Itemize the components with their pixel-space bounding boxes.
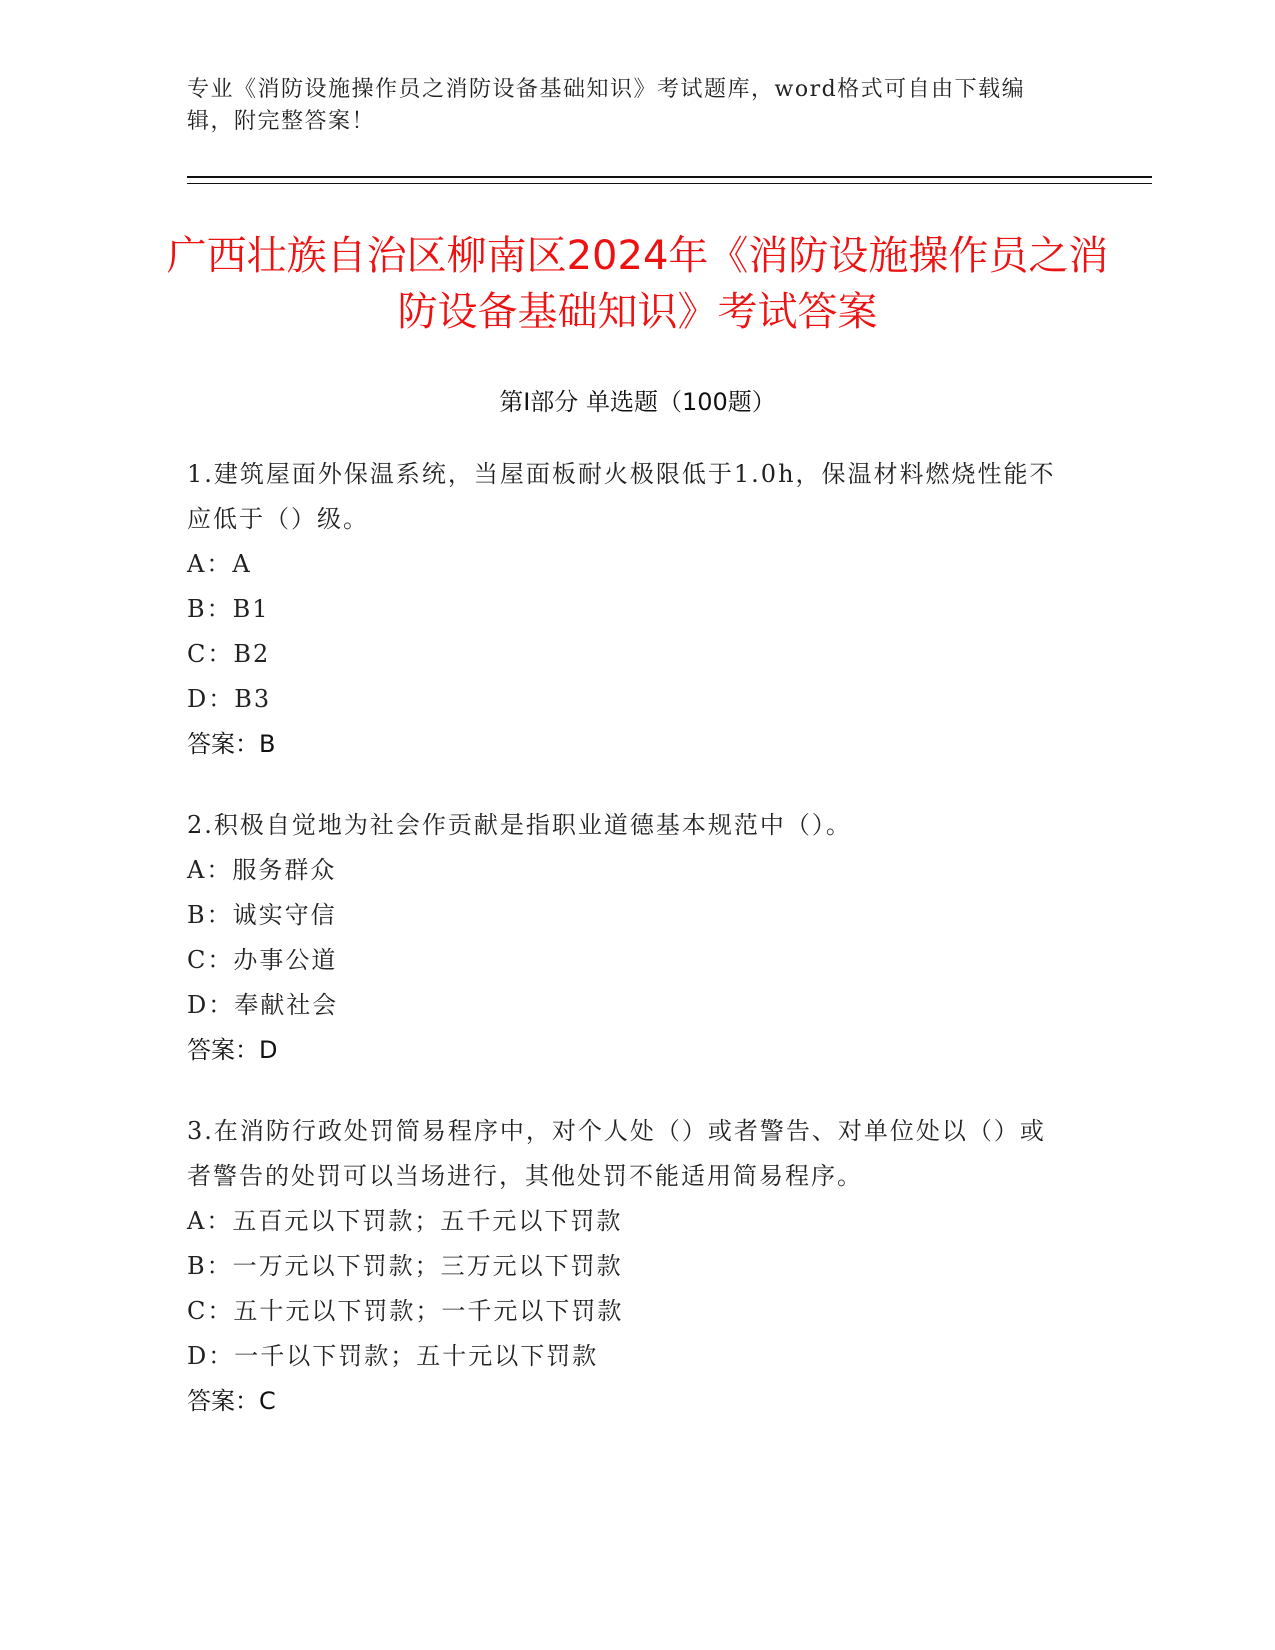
answer-line: 答案：D [187,1036,278,1064]
document-title: 广西壮族自治区柳南区2024年《消防设施操作员之消防设备基础知识》考试答案 [166,233,1109,335]
option-letter: D： [187,1342,235,1370]
option-text: 诚实守信 [232,901,337,929]
option-letter: A： [187,550,233,578]
option-text: 服务群众 [232,856,337,884]
option-letter: B： [187,595,233,623]
answer-line: 答案：B [187,730,276,758]
option-b [187,893,1067,938]
option-letter: B： [187,1252,233,1280]
question-2 [187,803,1067,1073]
header-divider-thin [187,183,1152,184]
option-b [187,1244,1067,1289]
option-letter: D： [187,991,235,1019]
option-letter: A： [187,856,233,884]
question-1 [187,452,1067,767]
option-letter: C： [187,640,234,668]
option-text: 一万元以下罚款；三万元以下罚款 [232,1252,623,1280]
option-text: 奉献社会 [234,991,339,1019]
option-b [187,587,1067,632]
option-text: 五十元以下罚款；一千元以下罚款 [233,1297,624,1325]
header-note: 专业《消防设施操作员之消防设备基础知识》考试题库，word格式可自由下载编辑，附完整答案！ [187,77,1026,134]
option-letter: A： [187,1207,233,1235]
option-d [187,677,1067,722]
section-title: 第Ⅰ部分 单选题（100题） [499,388,776,416]
option-c [187,632,1067,677]
question-stem: 3.在消防行政处罚简易程序中，对个人处（）或者警告、对单位处以（）或者警告的处罚可以当场进行，其他处罚不能适用简易程序。 [187,1117,1046,1190]
question-stem: 2.积极自觉地为社会作贡献是指职业道德基本规范中（）。 [187,811,852,839]
question-stem: 1.建筑屋面外保温系统，当屋面板耐火极限低于1.0h，保温材料燃烧性能不应低于（）级。 [187,460,1056,533]
option-a [187,848,1067,893]
option-d [187,1334,1067,1379]
option-text: 办事公道 [233,946,338,974]
option-letter: B： [187,901,233,929]
option-letter: C： [187,1297,234,1325]
option-d [187,983,1067,1028]
answer-line: 答案：C [187,1387,276,1415]
option-text: B1 [232,595,270,623]
option-text: 一千以下罚款；五十元以下罚款 [234,1342,599,1370]
option-text: 五百元以下罚款；五千元以下罚款 [232,1207,623,1235]
option-c [187,938,1067,983]
option-text: A [232,550,252,578]
option-letter: C： [187,946,234,974]
header-divider-thick [187,176,1152,178]
option-a [187,1199,1067,1244]
question-3 [187,1109,1067,1424]
option-text: B2 [233,640,271,668]
option-letter: D： [187,685,235,713]
option-a [187,542,1067,587]
option-c [187,1289,1067,1334]
option-text: B3 [234,685,272,713]
